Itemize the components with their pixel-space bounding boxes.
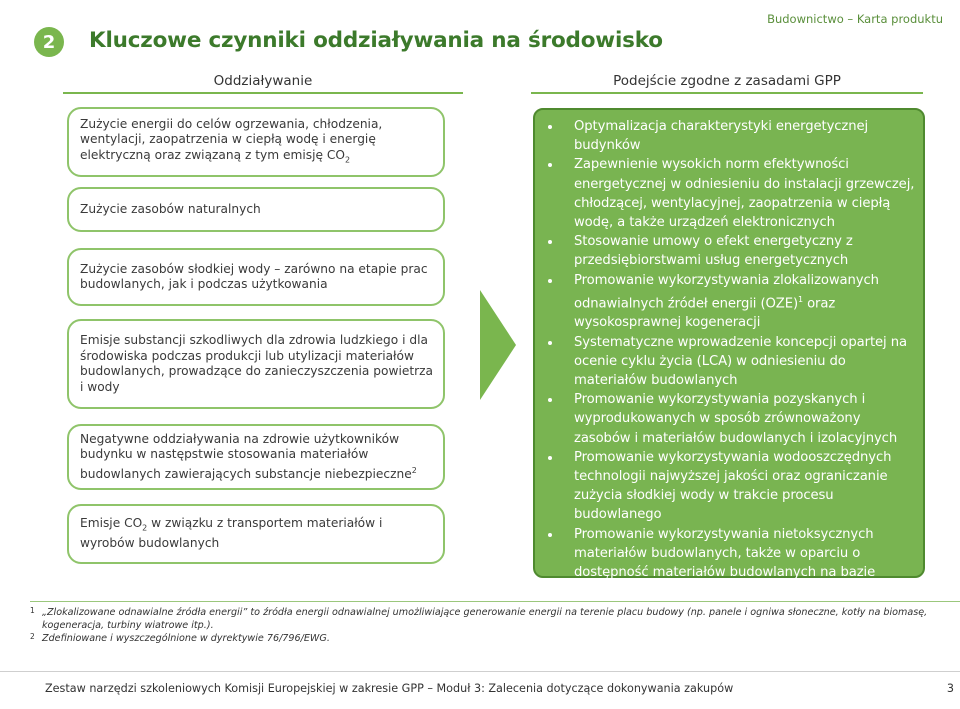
- gpp-approach-item: Stosowanie umowy o efekt energetyczny z przedsiębiorstwami usług energetycznych: [545, 232, 915, 270]
- gpp-approach-item: Optymalizacja charakterystyki energetycznej budynków: [545, 117, 915, 155]
- impact-factor-text: Negatywne oddziaływania na zdrowie użytkowników budynku w następstwie stosowania materiałów budowlanych zawierających substancje niebezpieczne$^2$: [80, 431, 417, 481]
- gpp-approach-item: Promowanie wykorzystywania nietoksycznych materiałów budowlanych, także w oparciu o dostępność materiałów budowlanych na bazie surowców odnawialnych: [545, 525, 915, 602]
- impact-factor-box: [67, 187, 445, 232]
- footnote: [30, 606, 930, 632]
- gpp-column-heading: Podejście zgodne z zasadami GPP: [613, 73, 841, 89]
- impact-factor-box: [67, 319, 445, 409]
- gpp-approach-item: Promowanie wykorzystywania zlokalizowanych odnawialnych źródeł energii (OZE)$^1$ oraz wysokosprawnej kogeneracji: [545, 271, 915, 333]
- document-series-label: Budownictwo – Karta produktu: [767, 12, 943, 26]
- arrow-right-icon: [480, 290, 516, 400]
- footer-divider: [0, 671, 960, 672]
- impact-factor-text: Zużycie zasobów słodkiej wody – zarówno na etapie prac budowlanych, jak i podczas użytkowania: [80, 261, 428, 291]
- footnote: [30, 632, 930, 645]
- footer-text: Zestaw narzędzi szkoleniowych Komisji Europejskiej w zakresie GPP – Moduł 3: Zalecenia dotyczące dokonywania zakupów: [45, 682, 734, 695]
- impact-heading-rule: [63, 92, 463, 94]
- gpp-approach-item: Promowanie wykorzystywania wodooszczędnych technologii najwyższej jakości oraz ograniczanie zużycia słodkiej wody w trakcie procesu budowlanego: [545, 448, 915, 525]
- footnotes: [30, 606, 930, 645]
- footnote-text: Zdefiniowane i wyszczególnione w dyrektywie 76/796/EWG.: [42, 633, 330, 644]
- impact-factor-box: [67, 107, 445, 177]
- impact-column-heading: Oddziaływanie: [213, 73, 313, 89]
- impact-factor-text: Emisje substancji szkodliwych dla zdrowia ludzkiego i dla środowiska podczas produkcji lub utylizacji materiałów budowlanych, prowadzące do zanieczyszczenia powietrza i wody: [80, 333, 433, 394]
- footnote-mark: 1: [30, 606, 35, 615]
- footnote-divider: [30, 601, 960, 602]
- footnote-text: „Zlokalizowane odnawialne źródła energii” to źródła energii odnawialnej umożliwiające generowanie energii na terenie placu budowy (np. panele i ogniwa słoneczne, kotły na biomasę, kogeneracja, turbiny wiatrowe itp.).: [42, 607, 928, 631]
- gpp-approach-item: Zapewnienie wysokich norm efektywności energetycznej w odniesieniu do instalacji grzewczej, chłodzącej, wentylacyjnej, zaopatrzenia w ciepłą wodę, a także urządzeń elektronicznych: [545, 155, 915, 232]
- footnote-mark: 2: [30, 632, 35, 641]
- impact-factor-box: [67, 424, 445, 490]
- impact-factor-box: [67, 504, 445, 564]
- impact-factor-text: Zużycie energii do celów ogrzewania, chłodzenia, wentylacji, zaopatrzenia w ciepłą wodę i energię elektryczną oraz związaną z tym emisję $CO_2$: [80, 116, 383, 164]
- gpp-approach-list: [545, 117, 915, 601]
- page-number: 3: [946, 682, 954, 695]
- section-number-badge: 2: [34, 27, 64, 57]
- gpp-approach-box: [533, 108, 925, 600]
- impact-factor-text: Zużycie zasobów naturalnych: [80, 201, 261, 216]
- gpp-heading-rule: [531, 92, 923, 94]
- impact-factor-text: Emisje $CO_2$ w związku z transportem materiałów i wyrobów budowlanych: [80, 516, 383, 551]
- gpp-approach-item: Systematyczne wprowadzenie koncepcji opartej na ocenie cyklu życia (LCA) w odniesieniu do materiałów budowlanych: [545, 333, 915, 391]
- impact-factor-box: [67, 248, 445, 306]
- gpp-approach-item: Promowanie wykorzystywania pozyskanych i wyprodukowanych w sposób zrównoważony zasobów i materiałów budowlanych i izolacyjnych: [545, 390, 915, 448]
- page-title: Kluczowe czynniki oddziaływania na środowisko: [89, 28, 663, 53]
